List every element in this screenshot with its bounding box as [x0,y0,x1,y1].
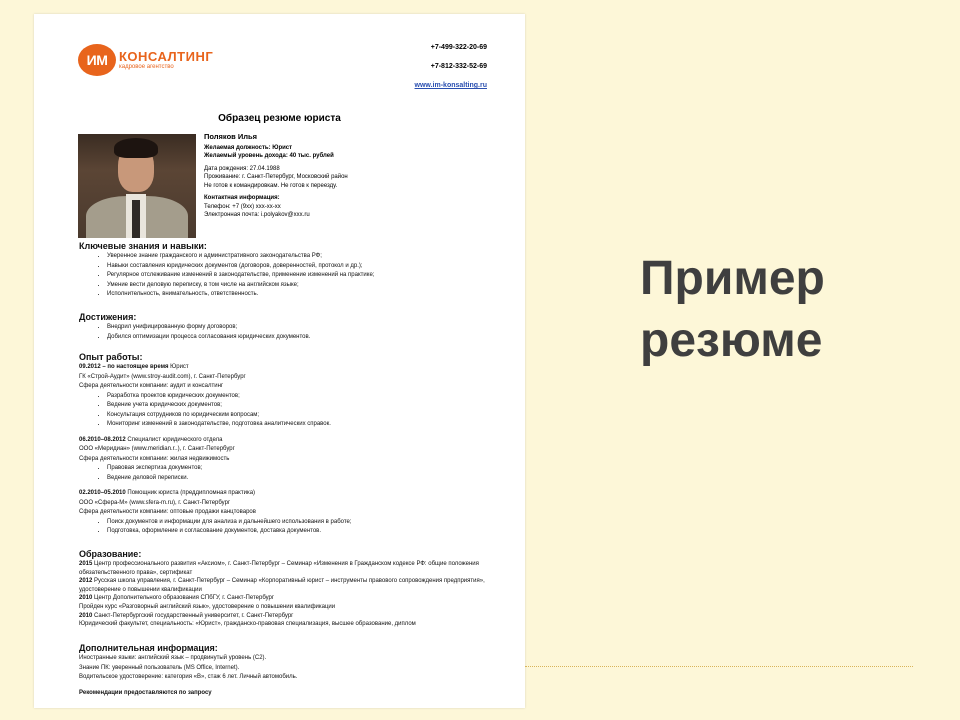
job-duty: • Подготовка, оформление и согласование документов, доставка документов. [107,527,489,537]
driver-license: Водительское удостоверение: категория «B», стаж 6 лет. Личный автомобиль. [79,674,298,680]
slide-title [640,248,860,372]
job-period: 06.2010–08.2012 [79,436,126,443]
residence: Проживание: г. Санкт-Петербург, Московский район [204,174,348,180]
website-link[interactable]: www.im-konsalting.ru [414,82,487,89]
skill-item: • Исполнительность, внимательность, ответственность. [107,290,489,300]
company-logo [78,44,213,76]
logo-mark: ИМ [78,44,116,76]
job-company: ООО «Меридиан» (www.meridian.r..), г. Санкт-Петербург [79,446,235,452]
job-role: Юрист [168,364,189,370]
job-sphere: Сфера деятельности компании: аудит и консалтинг [79,383,224,389]
job-company: ООО «Сфера-М» (www.sfera-m.ru), г. Санкт-Петербург [79,499,231,506]
desired-salary: Желаемый уровень дохода: 40 тыс. рублей [204,153,334,159]
skill-item: • Умение вести деловую переписку, в том числе на английском языке; [107,281,489,291]
skill-item: • Регулярное отслеживание изменений в законодательстве, применение изменений на практике; [107,271,489,281]
travel-readiness: Не готов к командировкам. Не готов к переезду. [204,182,338,189]
pc-skills: Знание ПК: уверенный пользователь (MS Office, Internet). [79,664,240,671]
job-role: Помощник юриста (преддипломная практика) [125,490,256,496]
contact-label: Контактная информация: [204,195,280,201]
birth-date: Дата рождения: 27.04.1988 [204,165,280,172]
candidate-name: Поляков Илья [204,132,257,141]
achievement-item: • Внедрил унифицированную форму договоров; [107,323,489,333]
job-header [79,363,489,373]
logo-subtitle: кадровое агентство [119,63,174,70]
job-duty: • Поиск документов и информации для анализа и дальнейшего использования в работе; [107,518,489,528]
achievement-item: • Добился оптимизации процесса согласования юридических документов. [107,333,489,343]
education-line: 2010 Санкт-Петербургский государственный университет, г. Санкт-Петербург [79,612,294,619]
job-duty: • Мониторинг изменений в законодательстве, подготовка аналитических справок. [107,420,489,430]
job-sphere: Сфера деятельности компании: жилая недвижимость [79,455,230,462]
skills-title: Ключевые знания и навыки: [79,241,207,251]
candidate-photo [78,134,196,238]
desired-position: Желаемая должность: Юрист [204,144,293,151]
job-duty: • Разработка проектов юридических документов; [107,392,489,402]
languages: Иностранные языки: английский язык – продвинутый уровень (C2). [79,655,267,661]
job-duty: • Ведение учета юридических документов; [107,401,489,411]
job-header [79,489,489,499]
education-section [79,548,489,629]
phone-1: +7-499-322-20-69 [430,44,487,51]
resume-document [34,14,525,708]
additional-title: Дополнительная информация: [79,643,218,653]
job-sphere: Сфера деятельности компании: оптовые продажи канцтоваров [79,509,256,515]
job-duty: • Правовая экспертиза документов; [107,464,489,474]
job-header [79,436,489,446]
education-line: 2012 Русская школа управления, г. Санкт-Петербург – Семинар «Корпоративный юрист – инструменты правового сопровождения предприятия», удостоверение о повышении квалификации [79,578,485,593]
job-company: ГК «Строй-Аудит» (www.stroy-audit.com), г. Санкт-Петербург [79,373,246,380]
additional-section [79,642,489,698]
resume-title: Образец резюме юриста [218,113,341,124]
education-title: Образование: [79,549,142,559]
agency-contacts [415,44,487,101]
candidate-email: Электронная почта: i.polyakov@xxx.ru [204,212,310,218]
education-line: Пройден курс «Разговорный английский язык», удостоверение о повышении квалификации [79,603,336,610]
dotted-divider [525,666,913,667]
skill-item: • Уверенное знание гражданского и административного законодательства РФ; [107,252,489,262]
education-line: 2015 Центр профессионального развития «Аксиом», г. Санкт-Петербург – Семинар «Изменения в Гражданском кодексе РФ: общие положения обязательственного права», сертификат [79,561,479,576]
education-line: Юридический факультет, специальность: «Юрист», гражданско-правовая специализация, высшее образование, диплом [79,621,416,628]
slide-title-line2: резюме [640,314,823,367]
achievements-section [79,311,489,342]
references: Рекомендации предоставляются по запросу [79,689,212,696]
experience-title: Опыт работы: [79,352,143,362]
job-duty: • Консультация сотрудников по юридическим вопросам; [107,411,489,421]
job-period: 02.2010–05.2010 [79,490,126,496]
skill-item: • Навыки составления юридических документов (договоров, доверенностей, протокол и др.); [107,262,489,272]
education-line: 2010 Центр Дополнительного образования СПбГУ, г. Санкт-Петербург [79,595,275,602]
skills-section [79,240,489,300]
slide-title-line1: Пример [640,252,825,305]
job-period: 09.2012 – по настоящее время [79,364,169,370]
candidate-phone: Телефон: +7 (9xx) xxx-xx-xx [204,203,281,210]
phone-2: +7-812-332-52-69 [430,63,487,70]
logo-name: КОНСАЛТИНГ [119,48,214,64]
experience-section [79,351,489,537]
job-duty: • Ведение деловой переписки. [107,474,489,484]
job-role: Специалист юридического отдела [125,436,223,443]
achievements-title: Достижения: [79,312,137,322]
candidate-info [204,133,348,220]
